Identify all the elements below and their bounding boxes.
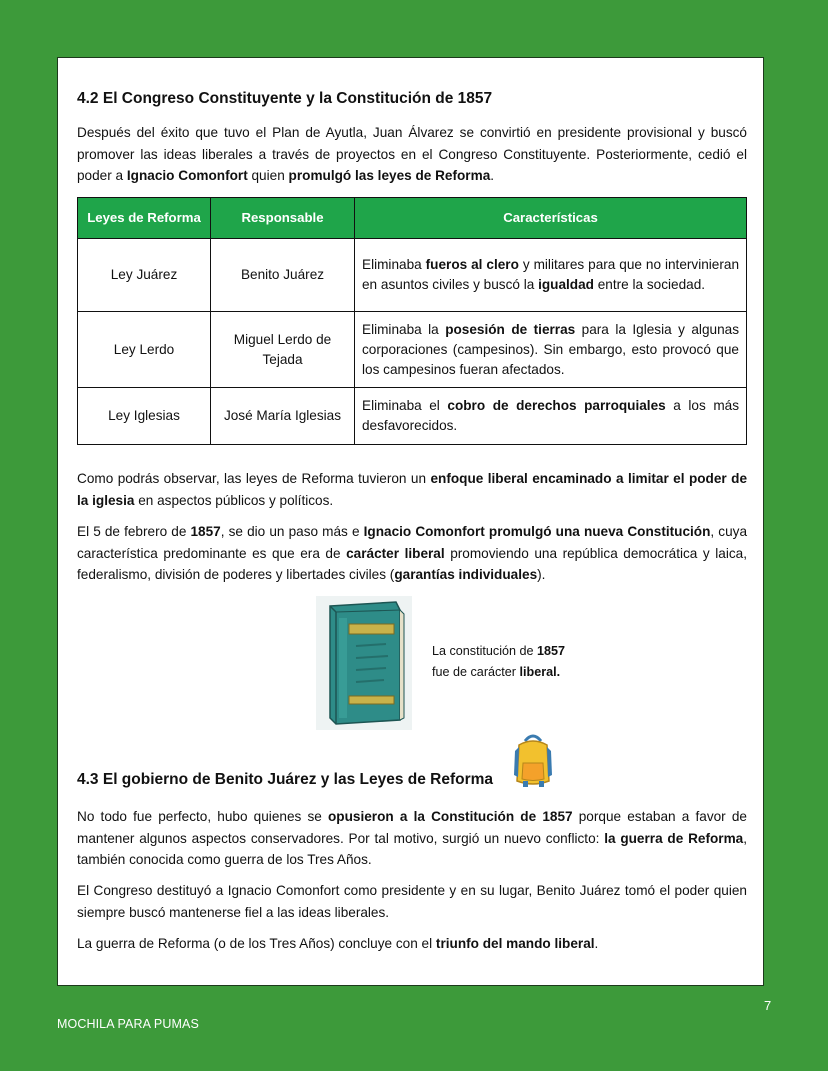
- backpack-icon: [511, 731, 555, 789]
- table-cell-ley: Ley Lerdo: [78, 312, 211, 388]
- leyes-reforma-table: [77, 197, 747, 445]
- caption-line-1: La constitución de 1857: [432, 644, 566, 658]
- paragraph-constitucion: El 5 de febrero de 1857, se dio un paso más e Ignacio Comonfort promulgó una nueva Constitución, cuya característica predominante es que era de carácter liberal promoviendo una república democrática y laica, federalismo, división de poderes y libertades civiles (garantías individuales).: [77, 524, 748, 582]
- page-number: 7: [764, 998, 772, 1013]
- section-heading-4-3: 4.3 El gobierno de Benito Juárez y las Leyes de Reforma: [77, 771, 494, 788]
- table-header-leyes: Leyes de Reforma: [78, 198, 211, 239]
- table-cell-ley: Ley Iglesias: [78, 388, 211, 445]
- caption-line-2: fue de carácter liberal.: [432, 665, 561, 679]
- table-cell-responsable: Benito Juárez: [211, 239, 355, 312]
- table-cell-caracteristicas: Eliminaba la posesión de tierras para la Iglesia y algunas corporaciones (campesinos). Sin embargo, esto provocó que los campesinos fueran afectados.: [355, 312, 747, 388]
- table-row: [78, 388, 747, 445]
- footer-text: MOCHILA PARA PUMAS: [57, 1017, 199, 1031]
- book-caption: [432, 641, 565, 683]
- book-icon: [316, 596, 412, 730]
- paragraph-destitucion: El Congreso destituyó a Ignacio Comonfort como presidente y en su lugar, Benito Juárez tomó el poder quien siempre buscó mantenerse fiel a las ideas liberales.: [77, 883, 747, 920]
- table-cell-ley: Ley Juárez: [78, 239, 211, 312]
- table-row: [78, 312, 747, 388]
- paragraph-conclusion: La guerra de Reforma (o de los Tres Años) concluye con el triunfo del mando liberal.: [77, 936, 599, 951]
- paragraph-enfoque: Como podrás observar, las leyes de Reforma tuvieron un enfoque liberal encaminado a limitar el poder de la iglesia en aspectos públicos y políticos.: [77, 471, 747, 508]
- table-header-responsable: Responsable: [211, 198, 355, 239]
- table-cell-responsable: Miguel Lerdo de Tejada: [211, 312, 355, 388]
- page-sheet: [57, 57, 764, 986]
- paragraph-oposicion: No todo fue perfecto, hubo quienes se opusieron a la Constitución de 1857 porque estaban a favor de mantener algunos aspectos conservadores. Por tal motivo, surgió un nuevo conflicto: la guerra de Reforma, también conocida como guerra de los Tres Años.: [77, 809, 747, 867]
- table-row: [78, 239, 747, 312]
- table-header-row: [78, 198, 747, 239]
- table-cell-responsable: José María Iglesias: [211, 388, 355, 445]
- section-heading-4-2: 4.2 El Congreso Constituyente y la Constitución de 1857: [77, 90, 493, 107]
- table-cell-caracteristicas: Eliminaba fueros al clero y militares para que no intervinieran en asuntos civiles y buscó la igualdad entre la sociedad.: [355, 239, 747, 312]
- table-cell-caracteristicas: Eliminaba el cobro de derechos parroquiales a los más desfavorecidos.: [355, 388, 747, 445]
- intro-paragraph: Después del éxito que tuvo el Plan de Ayutla, Juan Álvarez se convirtió en presidente provisional y buscó promover las ideas liberales a través de proyectos en el Congreso Constituyente. Posteriormente, cedió el poder a Ignacio Comonfort quien promulgó las leyes de Reforma.: [77, 125, 747, 183]
- table-header-caracteristicas: Características: [355, 198, 747, 239]
